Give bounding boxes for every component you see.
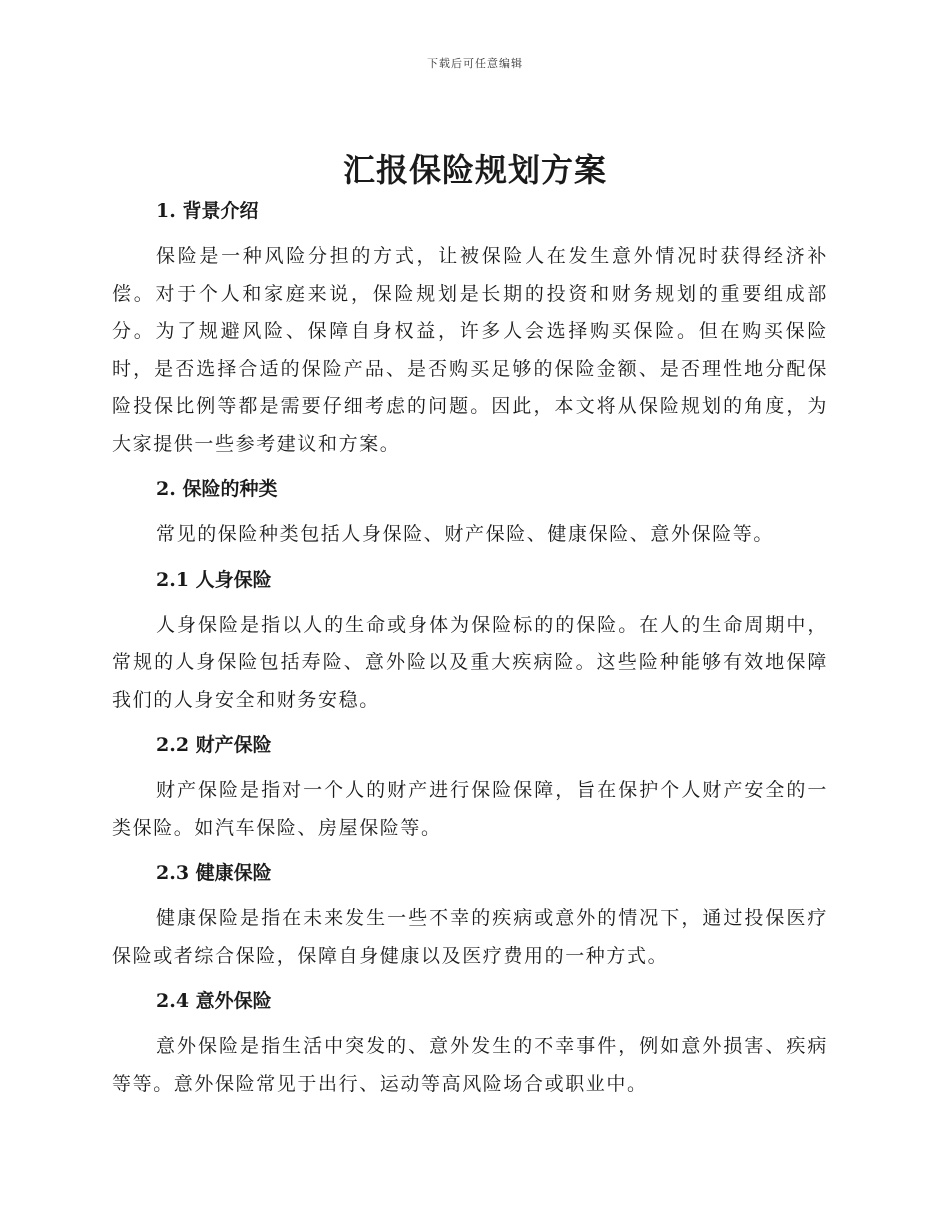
section-heading-background: 1. 背景介绍 <box>156 200 259 222</box>
section-heading-health-insurance: 2.3 健康保险 <box>156 862 272 884</box>
page-header: 下载后可任意编辑 <box>427 57 523 70</box>
section-heading-life-insurance: 2.1 人身保险 <box>156 568 272 591</box>
section-heading-accident-insurance: 2.4 意外保险 <box>156 990 272 1012</box>
section-paragraph-background: 保险是一种风险分担的方式，让被保险人在发生意外情况时获得经济补偿。对于个人和家庭来说，保险规划是长期的投资和财务规划的重要组成部分。为了规避风险、保障自身权益，许多人会选择购买保险。但在购买保险时，是否选择合适的保险产品、是否购买足够的保险金额、是否理性地分配保险投保比例等都是需要仔细考虑的问题。因此，本文将从保险规划的角度，为大家提供一些参考建议和方案。 <box>112 245 828 455</box>
section-heading-insurance-types: 2. 保险的种类 <box>156 478 278 500</box>
section-paragraph-life-insurance: 人身保险是指以人的生命或身体为保险标的的保险。在人的生命周期中，常规的人身保险包括寿险、意外险以及重大疾病险。这些险种能够有效地保障我们的人身安全和财务安稳。 <box>112 613 828 711</box>
document-title: 汇报保险规划方案 <box>342 151 607 189</box>
section-paragraph-accident-insurance: 意外保险是指生活中突发的、意外发生的不幸事件，例如意外损害、疾病等等。意外保险常见于出行、运动等高风险场合或职业中。 <box>112 1035 828 1095</box>
section-paragraph-health-insurance: 健康保险是指在未来发生一些不幸的疾病或意外的情况下，通过投保医疗保险或者综合保险，保障自身健康以及医疗费用的一种方式。 <box>112 907 828 967</box>
section-paragraph-insurance-types: 常见的保险种类包括人身保险、财产保险、健康保险、意外保险等。 <box>156 523 775 545</box>
section-paragraph-property-insurance: 财产保险是指对一个人的财产进行保险保障，旨在保护个人财产安全的一类保险。如汽车保险、房屋保险等。 <box>112 779 828 839</box>
section-heading-property-insurance: 2.2 财产保险 <box>156 734 272 756</box>
document-body <box>112 193 828 1103</box>
